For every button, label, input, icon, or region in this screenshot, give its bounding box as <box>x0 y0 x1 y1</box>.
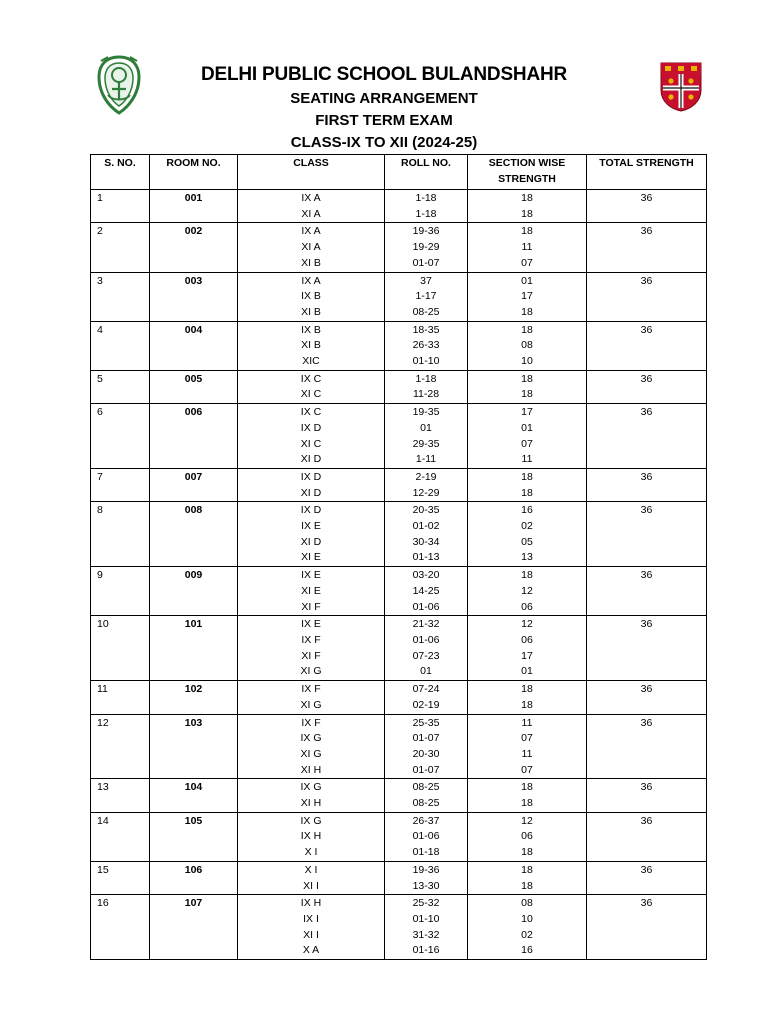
section-strength-cell-entry: 08 <box>521 897 533 910</box>
roll-number-cell-entry: 1-17 <box>415 290 437 303</box>
class-cell <box>238 223 385 272</box>
room-number-cell: 107 <box>150 895 238 960</box>
column-header-room: ROOM NO. <box>150 155 238 190</box>
table-row <box>91 779 707 812</box>
class-cell-entry: XI E <box>301 551 321 564</box>
section-strength-cell-entry: 17 <box>521 406 533 419</box>
section-strength-cell-entry: 01 <box>521 274 533 287</box>
roll-number-cell <box>385 190 468 223</box>
class-cell-entry: XI F <box>301 649 321 662</box>
room-number-cell: 106 <box>150 861 238 894</box>
roll-number-cell-entry: 26-33 <box>412 339 440 352</box>
roll-number-cell-entry: 20-35 <box>412 504 440 517</box>
roll-number-cell <box>385 779 468 812</box>
class-cell-entry: XI A <box>301 207 321 220</box>
total-strength-cell: 36 <box>587 812 707 861</box>
serial-number-cell: 15 <box>91 861 150 894</box>
class-cell-entry: XI E <box>301 584 321 597</box>
section-strength-cell-entry: 18 <box>521 846 533 859</box>
class-cell <box>238 272 385 321</box>
roll-number-cell-entry: 01-06 <box>412 633 440 646</box>
class-cell-entry: IX E <box>301 520 321 533</box>
serial-number-cell: 11 <box>91 681 150 714</box>
class-cell-entry: XI I <box>303 879 319 892</box>
class-cell <box>238 468 385 501</box>
roll-number-cell <box>385 370 468 403</box>
section-strength-cell-entry: 10 <box>521 912 533 925</box>
column-header-sno: S. NO. <box>91 155 150 190</box>
roll-number-cell <box>385 272 468 321</box>
section-strength-cell-entry: 06 <box>521 830 533 843</box>
section-strength-cell <box>468 190 587 223</box>
section-strength-cell-entry: 08 <box>521 339 533 352</box>
section-strength-cell-entry: 12 <box>521 618 533 631</box>
roll-number-cell-entry: 01-18 <box>412 846 440 859</box>
section-strength-cell-entry: 11 <box>521 747 533 760</box>
section-strength-cell-entry: 18 <box>521 683 533 696</box>
section-strength-cell <box>468 567 587 616</box>
section-strength-cell-entry: 01 <box>521 421 533 434</box>
serial-number-cell: 1 <box>91 190 150 223</box>
room-number-cell: 105 <box>150 812 238 861</box>
class-cell-entry: IX B <box>301 290 321 303</box>
class-cell-entry: IX G <box>300 814 322 827</box>
section-strength-cell-entry: 12 <box>521 584 533 597</box>
roll-number-cell-entry: 01-10 <box>412 355 440 368</box>
roll-number-cell-entry: 13-30 <box>412 879 440 892</box>
total-strength-cell: 36 <box>587 567 707 616</box>
class-cell-entry: XI G <box>300 747 322 760</box>
roll-number-cell-entry: 19-36 <box>412 225 440 238</box>
class-range: CLASS-IX TO XII (2024-25) <box>290 134 478 151</box>
class-cell-entry: IX H <box>300 830 322 843</box>
section-strength-cell-entry: 18 <box>521 470 533 483</box>
roll-number-cell-entry: 19-35 <box>412 406 440 419</box>
section-strength-cell-entry: 18 <box>521 388 533 401</box>
roll-number-cell <box>385 714 468 779</box>
class-cell-entry: XI A <box>301 241 321 254</box>
class-cell <box>238 190 385 223</box>
section-strength-cell-entry: 18 <box>521 797 533 810</box>
class-cell-entry: X A <box>302 944 320 957</box>
class-cell-entry: XI D <box>300 535 322 548</box>
section-strength-cell-entry: 18 <box>521 372 533 385</box>
room-number-cell: 002 <box>150 223 238 272</box>
document-header <box>0 62 768 154</box>
table-row <box>91 223 707 272</box>
roll-number-cell <box>385 812 468 861</box>
seating-table <box>90 154 707 960</box>
section-strength-cell-entry: 18 <box>521 698 533 711</box>
class-cell <box>238 321 385 370</box>
roll-number-cell <box>385 502 468 567</box>
section-strength-cell-entry: 18 <box>521 207 533 220</box>
section-strength-cell <box>468 616 587 681</box>
class-cell-entry: IX F <box>301 633 321 646</box>
document-title: SEATING ARRANGEMENT <box>290 90 478 107</box>
class-cell-entry: IX D <box>300 421 322 434</box>
total-strength-cell: 36 <box>587 190 707 223</box>
class-cell-entry: IX D <box>300 470 322 483</box>
roll-number-cell-entry: 37 <box>420 274 432 287</box>
room-number-cell: 004 <box>150 321 238 370</box>
roll-number-cell-entry: 1-11 <box>415 453 437 466</box>
class-cell-entry: IX E <box>301 569 321 582</box>
table-row <box>91 714 707 779</box>
roll-number-cell <box>385 681 468 714</box>
roll-number-cell-entry: 01-07 <box>412 732 440 745</box>
section-strength-cell <box>468 681 587 714</box>
column-header-section-strength: SECTION WISE STRENGTH <box>468 155 587 190</box>
serial-number-cell: 5 <box>91 370 150 403</box>
column-header-total-strength: TOTAL STRENGTH <box>587 155 707 190</box>
room-number-cell: 009 <box>150 567 238 616</box>
section-strength-cell <box>468 895 587 960</box>
section-strength-cell-entry: 11 <box>521 453 533 466</box>
roll-number-cell-entry: 30-34 <box>412 535 440 548</box>
class-cell <box>238 681 385 714</box>
table-row <box>91 681 707 714</box>
room-number-cell: 104 <box>150 779 238 812</box>
section-strength-cell <box>468 714 587 779</box>
section-strength-cell <box>468 321 587 370</box>
roll-number-cell-entry: 07-24 <box>412 683 440 696</box>
section-strength-cell-entry: 10 <box>521 355 533 368</box>
class-cell-entry: IX F <box>301 716 321 729</box>
class-cell <box>238 779 385 812</box>
roll-number-cell-entry: 1-18 <box>415 207 437 220</box>
roll-number-cell-entry: 2-19 <box>415 470 437 483</box>
table-row <box>91 502 707 567</box>
class-cell-entry: IX A <box>301 274 321 287</box>
roll-number-cell <box>385 468 468 501</box>
section-strength-cell <box>468 502 587 567</box>
table-row <box>91 190 707 223</box>
class-cell <box>238 812 385 861</box>
serial-number-cell: 4 <box>91 321 150 370</box>
roll-number-cell <box>385 861 468 894</box>
roll-number-cell-entry: 01-07 <box>412 763 440 776</box>
roll-number-cell-entry: 02-19 <box>412 698 440 711</box>
section-strength-cell <box>468 468 587 501</box>
section-strength-cell-entry: 16 <box>521 504 533 517</box>
class-cell-entry: IX I <box>303 912 319 925</box>
class-cell <box>238 861 385 894</box>
roll-number-cell <box>385 321 468 370</box>
class-cell-entry: XI H <box>300 797 322 810</box>
class-cell-entry: IX C <box>300 406 322 419</box>
table-row <box>91 468 707 501</box>
class-cell-entry: X I <box>304 846 318 859</box>
table-row <box>91 812 707 861</box>
total-strength-cell: 36 <box>587 895 707 960</box>
room-number-cell: 103 <box>150 714 238 779</box>
column-header-class: CLASS <box>238 155 385 190</box>
section-strength-cell-entry: 12 <box>521 814 533 827</box>
serial-number-cell: 3 <box>91 272 150 321</box>
roll-number-cell-entry: 01-13 <box>412 551 440 564</box>
class-cell-entry: XI C <box>300 388 322 401</box>
serial-number-cell: 13 <box>91 779 150 812</box>
section-strength-cell-entry: 07 <box>521 437 533 450</box>
total-strength-cell: 36 <box>587 321 707 370</box>
class-cell-entry: IX A <box>301 192 321 204</box>
room-number-cell: 101 <box>150 616 238 681</box>
roll-number-cell-entry: 01-02 <box>412 520 440 533</box>
roll-number-cell-entry: 11-28 <box>412 388 440 401</box>
section-strength-cell-entry: 16 <box>521 944 533 957</box>
roll-number-cell-entry: 1-18 <box>415 192 437 204</box>
section-strength-cell-entry: 01 <box>521 665 533 678</box>
class-cell-entry: IX G <box>300 781 322 794</box>
section-strength-cell-entry: 02 <box>521 928 533 941</box>
roll-number-cell-entry: 21-32 <box>412 618 440 631</box>
section-strength-cell-entry: 06 <box>521 600 533 613</box>
total-strength-cell: 36 <box>587 272 707 321</box>
class-cell-entry: XI C <box>300 437 322 450</box>
class-cell-entry: XI B <box>301 339 321 352</box>
room-number-cell: 001 <box>150 190 238 223</box>
room-number-cell: 007 <box>150 468 238 501</box>
room-number-cell: 003 <box>150 272 238 321</box>
roll-number-cell-entry: 01-06 <box>412 600 440 613</box>
class-cell-entry: IX C <box>300 372 322 385</box>
table-row <box>91 272 707 321</box>
class-cell-entry: IX H <box>300 897 322 910</box>
roll-number-cell-entry: 01-10 <box>412 912 440 925</box>
roll-number-cell-entry: 31-32 <box>412 928 440 941</box>
column-header-roll: ROLL NO. <box>385 155 468 190</box>
roll-number-cell-entry: 07-23 <box>412 649 440 662</box>
total-strength-cell: 36 <box>587 714 707 779</box>
section-strength-cell-entry: 18 <box>521 569 533 582</box>
table-header-row <box>91 155 707 190</box>
roll-number-cell-entry: 01-16 <box>412 944 440 957</box>
serial-number-cell: 8 <box>91 502 150 567</box>
exam-name: FIRST TERM EXAM <box>315 112 453 129</box>
total-strength-cell: 36 <box>587 681 707 714</box>
roll-number-cell <box>385 616 468 681</box>
section-strength-cell <box>468 812 587 861</box>
class-cell-entry: XI D <box>300 486 322 499</box>
section-strength-cell-entry: 18 <box>521 879 533 892</box>
section-strength-cell <box>468 223 587 272</box>
total-strength-cell: 36 <box>587 468 707 501</box>
section-strength-cell-entry: 18 <box>521 486 533 499</box>
section-strength-cell-entry: 06 <box>521 633 533 646</box>
section-strength-cell-entry: 07 <box>521 732 533 745</box>
class-cell-entry: IX B <box>301 323 321 336</box>
serial-number-cell: 9 <box>91 567 150 616</box>
table-row <box>91 567 707 616</box>
serial-number-cell: 2 <box>91 223 150 272</box>
table-row <box>91 861 707 894</box>
class-cell-entry: XI H <box>300 763 322 776</box>
table-row <box>91 616 707 681</box>
roll-number-cell-entry: 01 <box>420 421 432 434</box>
section-strength-cell <box>468 861 587 894</box>
section-strength-cell-entry: 18 <box>521 781 533 794</box>
section-strength-cell <box>468 404 587 469</box>
total-strength-cell: 36 <box>587 616 707 681</box>
school-name: DELHI PUBLIC SCHOOL BULANDSHAHR <box>200 64 568 85</box>
section-strength-cell-entry: 05 <box>521 535 533 548</box>
room-number-cell: 005 <box>150 370 238 403</box>
section-strength-cell <box>468 370 587 403</box>
serial-number-cell: 16 <box>91 895 150 960</box>
total-strength-cell: 36 <box>587 861 707 894</box>
room-number-cell: 008 <box>150 502 238 567</box>
class-cell-entry: IX E <box>301 618 321 631</box>
roll-number-cell-entry: 19-36 <box>412 863 440 876</box>
table-row <box>91 370 707 403</box>
roll-number-cell-entry: 20-30 <box>412 747 440 760</box>
table-row <box>91 321 707 370</box>
roll-number-cell-entry: 25-35 <box>412 716 440 729</box>
section-strength-cell-entry: 18 <box>521 863 533 876</box>
serial-number-cell: 10 <box>91 616 150 681</box>
class-cell-entry: XI B <box>301 305 321 318</box>
class-cell <box>238 502 385 567</box>
class-cell-entry: XI B <box>301 256 321 269</box>
section-strength-cell-entry: 07 <box>521 256 533 269</box>
serial-number-cell: 12 <box>91 714 150 779</box>
roll-number-cell-entry: 14-25 <box>412 584 440 597</box>
roll-number-cell-entry: 08-25 <box>412 797 440 810</box>
class-cell <box>238 404 385 469</box>
section-strength-cell-entry: 17 <box>521 649 533 662</box>
section-strength-cell <box>468 779 587 812</box>
class-cell <box>238 370 385 403</box>
total-strength-cell: 36 <box>587 404 707 469</box>
class-cell-entry: IX F <box>301 683 321 696</box>
section-strength-cell-entry: 11 <box>521 241 533 254</box>
room-number-cell: 102 <box>150 681 238 714</box>
roll-number-cell-entry: 1-18 <box>415 372 437 385</box>
roll-number-cell-entry: 18-35 <box>412 323 440 336</box>
class-cell-entry: XI G <box>300 665 322 678</box>
roll-number-cell-entry: 03-20 <box>412 569 440 582</box>
class-cell <box>238 616 385 681</box>
roll-number-cell-entry: 01-06 <box>412 830 440 843</box>
table-row <box>91 404 707 469</box>
roll-number-cell-entry: 29-35 <box>412 437 440 450</box>
class-cell-entry: XI D <box>300 453 322 466</box>
section-strength-cell-entry: 07 <box>521 763 533 776</box>
section-strength-cell-entry: 02 <box>521 520 533 533</box>
roll-number-cell-entry: 19-29 <box>412 241 440 254</box>
section-strength-cell-entry: 18 <box>521 225 533 238</box>
room-number-cell: 006 <box>150 404 238 469</box>
class-cell-entry: XI I <box>303 928 319 941</box>
section-strength-cell-entry: 13 <box>521 551 533 564</box>
class-cell-entry: IX A <box>301 225 321 238</box>
section-strength-cell <box>468 272 587 321</box>
roll-number-cell <box>385 895 468 960</box>
total-strength-cell: 36 <box>587 502 707 567</box>
class-cell <box>238 895 385 960</box>
roll-number-cell-entry: 01-07 <box>412 256 440 269</box>
serial-number-cell: 7 <box>91 468 150 501</box>
class-cell-entry: IX G <box>300 732 322 745</box>
class-cell <box>238 714 385 779</box>
total-strength-cell: 36 <box>587 223 707 272</box>
roll-number-cell-entry: 26-37 <box>412 814 440 827</box>
roll-number-cell <box>385 567 468 616</box>
roll-number-cell <box>385 223 468 272</box>
serial-number-cell: 14 <box>91 812 150 861</box>
serial-number-cell: 6 <box>91 404 150 469</box>
table-row <box>91 895 707 960</box>
class-cell-entry: XIC <box>302 355 320 368</box>
total-strength-cell: 36 <box>587 779 707 812</box>
class-cell-entry: IX D <box>300 504 322 517</box>
section-strength-cell-entry: 18 <box>521 305 533 318</box>
section-strength-cell-entry: 17 <box>521 290 533 303</box>
class-cell-entry: XI G <box>300 698 322 711</box>
section-strength-cell-entry: 11 <box>521 716 533 729</box>
roll-number-cell-entry: 08-25 <box>412 305 440 318</box>
roll-number-cell-entry: 25-32 <box>412 897 440 910</box>
section-strength-cell-entry: 18 <box>521 323 533 336</box>
total-strength-cell: 36 <box>587 370 707 403</box>
class-cell <box>238 567 385 616</box>
section-strength-cell-entry: 18 <box>521 192 533 204</box>
roll-number-cell-entry: 08-25 <box>412 781 440 794</box>
class-cell-entry: XI F <box>301 600 321 613</box>
roll-number-cell <box>385 404 468 469</box>
table-body <box>91 190 707 960</box>
class-cell-entry: X I <box>304 863 318 876</box>
roll-number-cell-entry: 01 <box>420 665 432 678</box>
roll-number-cell-entry: 12-29 <box>412 486 440 499</box>
